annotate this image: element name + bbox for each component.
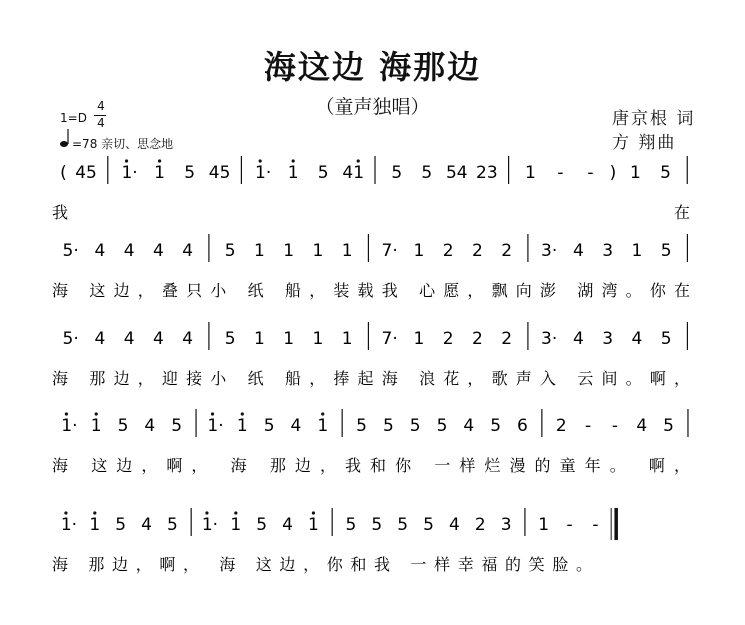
jianpu-note: 2 (472, 241, 483, 261)
jianpu-note: 4 (182, 329, 194, 349)
jianpu-note: 4 (141, 515, 152, 535)
jianpu-note: 2 (442, 329, 454, 349)
jianpu-note: 4 (463, 416, 475, 436)
jianpu-note: 5 (256, 515, 268, 535)
octave-dot (292, 159, 295, 162)
jianpu-note: 1 (253, 241, 265, 261)
jianpu-note: 1 (524, 163, 536, 183)
jianpu-note: 4 (636, 416, 648, 436)
jianpu-note: 7· (381, 329, 398, 349)
jianpu-note: 2 (501, 241, 513, 261)
octave-dot (95, 412, 98, 415)
song-title: 海这边 海那边 (263, 48, 482, 86)
jianpu-note: 1 (230, 515, 242, 535)
jianpu-note: 1 (341, 241, 353, 261)
jianpu-note: 5 (167, 515, 178, 535)
jianpu-note: 5 (317, 163, 329, 183)
octave-dot (259, 159, 262, 162)
lyric-line: 海 这边，叠只小 纸 船，装载我 心愿，飘向澎 湖湾。你在 (52, 281, 690, 300)
jianpu-note: ) (609, 163, 617, 183)
jianpu-note: 1 (283, 329, 295, 349)
jianpu-note: 1 (413, 241, 425, 261)
jianpu-note: 1· (121, 163, 138, 183)
jianpu-note: 2 (474, 515, 486, 535)
jianpu-note: 3· (541, 329, 558, 349)
jianpu-note: 4 (449, 515, 460, 535)
jianpu-note: 5 (224, 241, 236, 261)
composer-credit: 方 翔曲 (612, 133, 677, 153)
jianpu-note: 1 (89, 515, 101, 535)
jianpu-note: 45 (75, 163, 97, 183)
jianpu-note: 5 (490, 416, 502, 436)
jianpu-note: 3 (500, 515, 512, 535)
jianpu-note: 45 (208, 163, 231, 183)
jianpu-note: 5· (62, 241, 79, 261)
octave-dot (125, 159, 128, 162)
jianpu-note: 5 (391, 163, 403, 183)
jianpu-note: 4 (153, 329, 164, 349)
jianpu-note: - (611, 416, 618, 436)
jianpu-note: 4 (153, 241, 164, 261)
jianpu-note: - (592, 515, 599, 535)
jianpu-note: 1 (283, 241, 295, 261)
jianpu-note: 5· (62, 329, 79, 349)
jianpu-note: 4 (94, 329, 106, 349)
jianpu-note: 1 (312, 329, 324, 349)
jianpu-note: 1 (287, 163, 299, 183)
jianpu-note: 1 (341, 329, 353, 349)
jianpu-note: 5 (421, 163, 433, 183)
octave-dot (64, 511, 67, 514)
octave-dot (357, 159, 360, 162)
jianpu-note: 54 (445, 163, 468, 183)
jianpu-note: - (587, 163, 594, 183)
lyric-line: 我在 (52, 203, 690, 222)
performance-note: （童声独唱） (315, 96, 430, 118)
time-signature-top: 4 (97, 99, 105, 113)
jianpu-note: 1 (538, 515, 550, 535)
jianpu-note: 5 (663, 416, 674, 436)
jianpu-note: 5 (660, 329, 672, 349)
jianpu-note: 1 (236, 416, 248, 436)
jianpu-note: 5 (345, 515, 357, 535)
octave-dot (234, 511, 237, 514)
octave-dot (321, 412, 324, 415)
jianpu-note: 1· (255, 163, 272, 183)
jianpu-note: 4 (572, 329, 584, 349)
jianpu-note: 5 (224, 329, 236, 349)
jianpu-note: 4 (144, 416, 156, 436)
jianpu-note: 1 (312, 241, 324, 261)
octave-dot (211, 412, 214, 415)
jianpu-note: 2 (442, 241, 454, 261)
octave-dot (93, 511, 96, 514)
jianpu-note: 4 (290, 416, 302, 436)
jianpu-note: 2 (501, 329, 513, 349)
jianpu-note: 5 (184, 163, 196, 183)
jianpu-note: - (566, 515, 573, 535)
jianpu-note: 1 (154, 163, 165, 183)
lyric-line: 海 这边，啊， 海 那边，我和你 一样烂漫的童年。 啊， (52, 456, 690, 475)
jianpu-note: 4 (631, 329, 643, 349)
jianpu-note: 4 (94, 241, 106, 261)
jianpu-note: 4 (123, 329, 135, 349)
jianpu-note: 5 (423, 515, 434, 535)
jianpu-note: 3 (602, 241, 614, 261)
jianpu-note: 1 (631, 241, 643, 261)
octave-dot (241, 412, 244, 415)
jianpu-note: - (585, 416, 592, 436)
jianpu-note: 5 (356, 416, 368, 436)
key-signature: 1=D (60, 111, 87, 125)
jianpu-note: 1· (207, 416, 224, 436)
jianpu-note: - (557, 163, 564, 183)
jianpu-note: 41 (342, 163, 365, 183)
jianpu-note: 5 (660, 241, 672, 261)
jianpu-note: 3 (602, 329, 614, 349)
jianpu-note: 5 (397, 515, 409, 535)
jianpu-note: 1 (317, 416, 329, 436)
jianpu-note: 1 (90, 416, 102, 436)
jianpu-note: 1 (413, 329, 425, 349)
octave-dot (158, 159, 161, 162)
jianpu-note: 5 (263, 416, 275, 436)
lyric-line: 海 那边，啊， 海 这边，你和我 一样幸福的笑脸。 (52, 555, 592, 574)
jianpu-note: 1 (308, 515, 319, 535)
jianpu-note: 5 (171, 416, 183, 436)
time-signature-bottom: 4 (97, 116, 105, 130)
jianpu-note: 4 (572, 241, 584, 261)
jianpu-note: 5 (382, 416, 394, 436)
jianpu-note: 1 (630, 163, 641, 183)
jianpu-note: 5 (436, 416, 448, 436)
jianpu-note: 4 (182, 241, 194, 261)
jianpu-note: 5 (371, 515, 383, 535)
jianpu-note: 1· (60, 515, 78, 535)
jianpu-note: 2 (555, 416, 567, 436)
octave-dot (205, 511, 208, 514)
lyricist-credit: 唐京根 词 (612, 109, 696, 129)
jianpu-note: 1· (201, 515, 219, 535)
octave-dot (312, 511, 315, 514)
jianpu-note: 5 (409, 416, 421, 436)
jianpu-note: 6 (517, 416, 528, 436)
jianpu-note: 1· (61, 416, 78, 436)
jianpu-note: ( (60, 163, 67, 183)
jianpu-note: 1 (253, 329, 265, 349)
jianpu-note: 3· (541, 241, 558, 261)
octave-dot (65, 412, 68, 415)
jianpu-note: 23 (476, 163, 498, 183)
jianpu-note: 2 (472, 329, 483, 349)
jianpu-note: 7· (381, 241, 398, 261)
jianpu-note: 5 (115, 515, 127, 535)
jianpu-note: 4 (282, 515, 293, 535)
jianpu-note: 5 (660, 163, 671, 183)
jianpu-note: 5 (117, 416, 129, 436)
jianpu-note: 4 (123, 241, 135, 261)
lyric-line: 海 那边，迎接小 纸 船，捧起海 浪花，歌声入 云间。啊， (52, 369, 690, 388)
tempo-marking: =78 亲切、思念地 (72, 137, 174, 151)
